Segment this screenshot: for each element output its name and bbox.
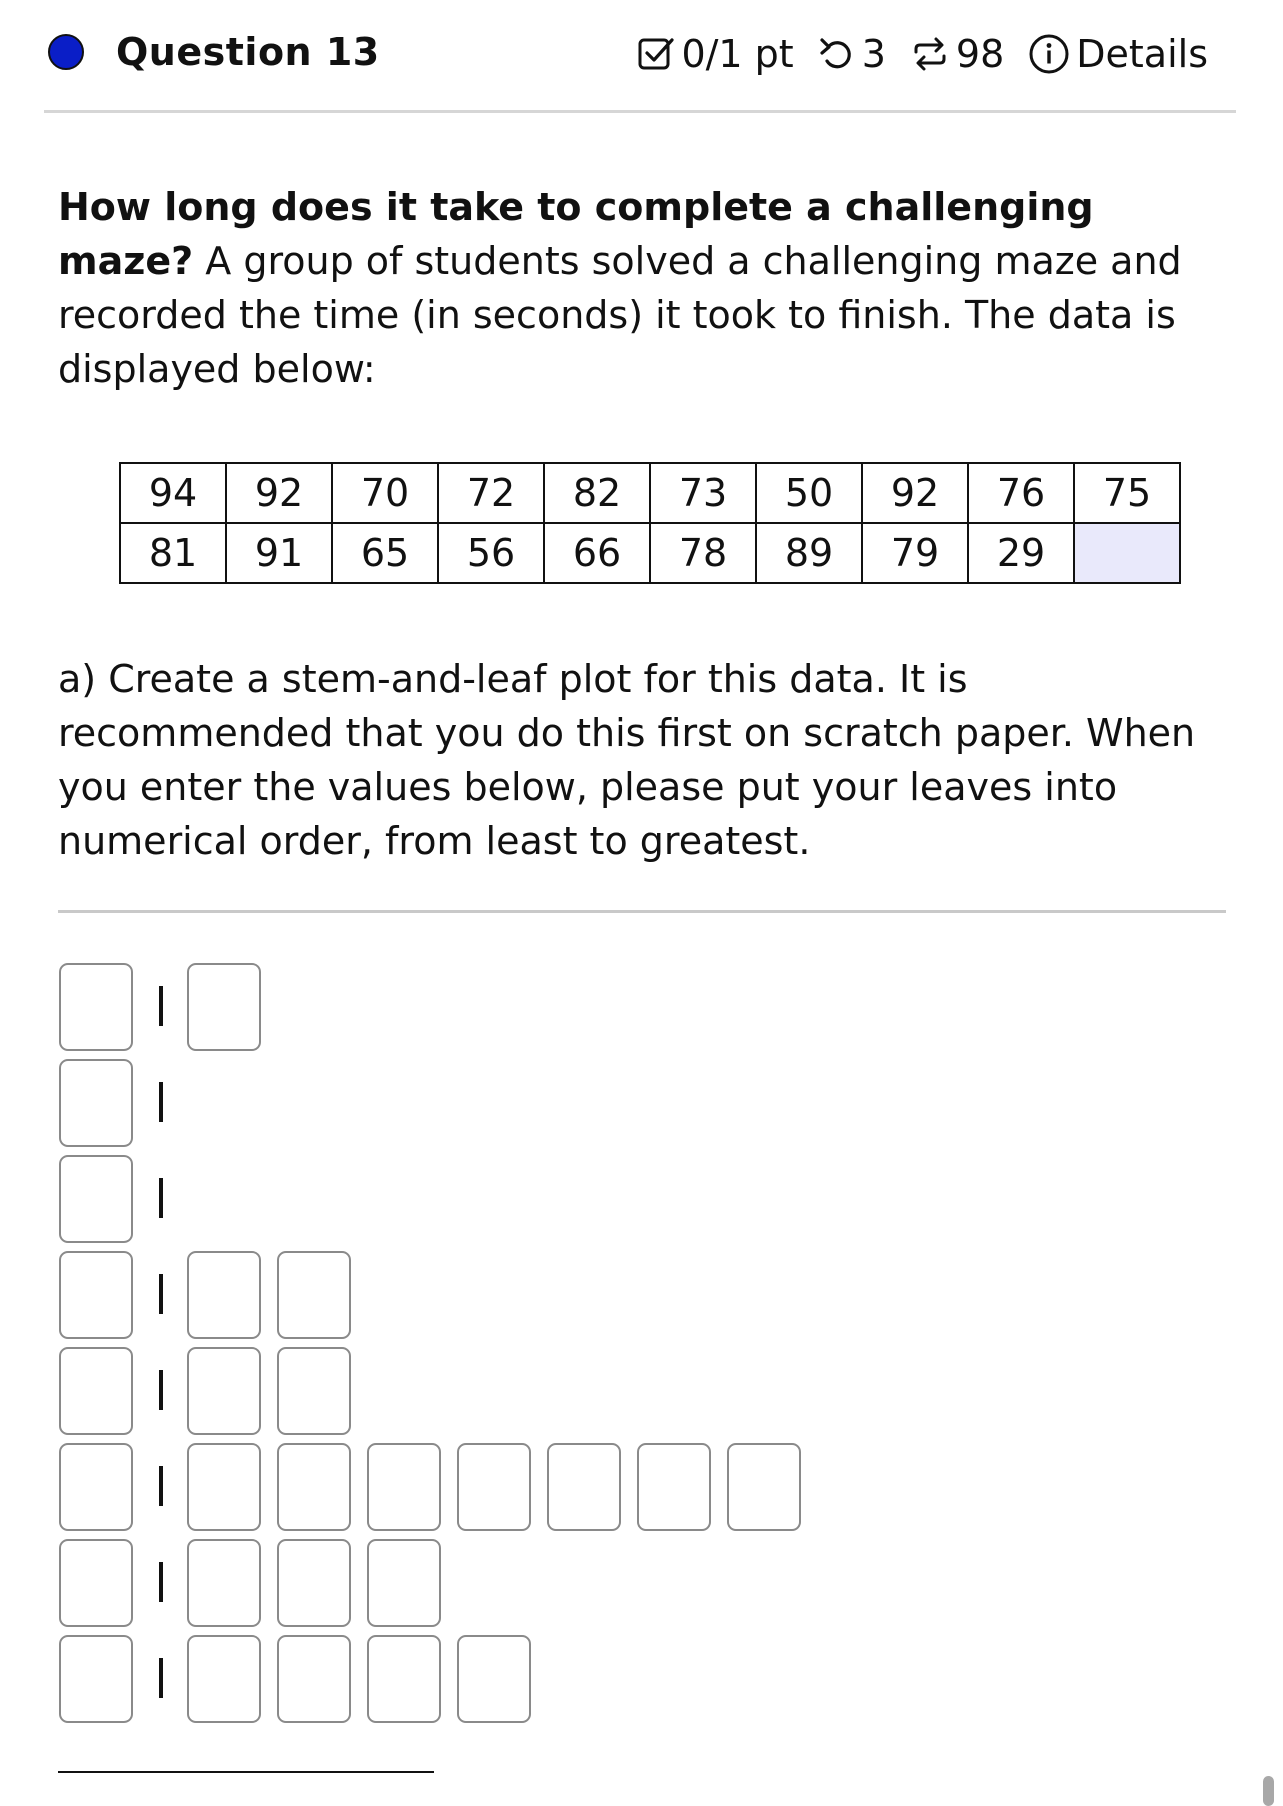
stem-input[interactable] (59, 1059, 133, 1147)
table-cell: 81 (120, 523, 226, 583)
leaf-input[interactable] (187, 1539, 261, 1627)
stem-input[interactable] (59, 1155, 133, 1243)
table-cell: 73 (650, 463, 756, 523)
table-cell: 92 (862, 463, 968, 523)
leaf-input[interactable] (187, 1635, 261, 1723)
table-cell: 72 (438, 463, 544, 523)
bottom-rule (58, 1771, 434, 1773)
table-cell: 82 (544, 463, 650, 523)
table-cell: 92 (226, 463, 332, 523)
data-table (119, 462, 1181, 584)
leaf-input[interactable] (187, 1443, 261, 1531)
stem-input[interactable] (59, 1443, 133, 1531)
stem-leaf-separator (159, 1178, 163, 1218)
question-title: Question 13 (116, 30, 380, 74)
stem-leaf-separator (159, 1562, 163, 1602)
leaf-input[interactable] (727, 1443, 801, 1531)
table-cell: 75 (1074, 463, 1180, 523)
leaf-input[interactable] (187, 963, 261, 1051)
stem-input[interactable] (59, 1635, 133, 1723)
section-divider (58, 910, 1226, 913)
question-header (44, 20, 1236, 113)
leaf-input[interactable] (367, 1443, 441, 1531)
leaf-input[interactable] (367, 1635, 441, 1723)
leaf-input[interactable] (367, 1539, 441, 1627)
stem-leaf-separator (159, 1658, 163, 1698)
stem-leaf-separator (159, 1466, 163, 1506)
leaf-input[interactable] (457, 1635, 531, 1723)
leaf-input[interactable] (277, 1251, 351, 1339)
attempts-indicator (910, 32, 1004, 76)
table-cell: 76 (968, 463, 1074, 523)
prompt-question: How long does it take to complete a challenging maze? (58, 185, 1094, 283)
table-cell: 65 (332, 523, 438, 583)
score-text: 0/1 pt (681, 32, 794, 76)
part-a-instructions: a) Create a stem-and-leaf plot for this data. It is recommended that you do this first on scratch paper. When you enter the values below, please put your leaves into numerical order, from least to greatest. (58, 657, 1196, 863)
stem-leaf-separator (159, 1082, 163, 1122)
attempts-count: 98 (955, 32, 1005, 76)
leaf-input[interactable] (277, 1443, 351, 1531)
table-row (120, 523, 1180, 583)
table-cell: 66 (544, 523, 650, 583)
leaf-input[interactable] (277, 1635, 351, 1723)
table-cell: 79 (862, 523, 968, 583)
table-row (120, 463, 1180, 523)
leaf-input[interactable] (277, 1347, 351, 1435)
details-link[interactable] (1028, 32, 1208, 76)
prompt-body: A group of students solved a challenging maze and recorded the time (in seconds) it took to finish. The data is displayed below: (58, 239, 1182, 391)
retries-count: 3 (861, 32, 886, 76)
info-icon (1028, 33, 1070, 75)
stem-leaf-separator (159, 1274, 163, 1314)
stem-input[interactable] (59, 963, 133, 1051)
leaf-input[interactable] (187, 1251, 261, 1339)
stem-leaf-separator (159, 1370, 163, 1410)
table-cell: 50 (756, 463, 862, 523)
table-cell: 70 (332, 463, 438, 523)
scrollbar-thumb[interactable] (1263, 1776, 1274, 1806)
stem-input[interactable] (59, 1539, 133, 1627)
score-indicator (637, 32, 793, 76)
leaf-input[interactable] (187, 1347, 261, 1435)
question-prompt (58, 180, 1208, 396)
checkbox-check-icon (637, 35, 675, 73)
table-cell: 78 (650, 523, 756, 583)
table-cell: 91 (226, 523, 332, 583)
leaf-input[interactable] (637, 1443, 711, 1531)
stem-input[interactable] (59, 1251, 133, 1339)
undo-icon (818, 35, 856, 73)
table-cell: 89 (756, 523, 862, 583)
stem-input[interactable] (59, 1347, 133, 1435)
question-meta (637, 32, 1208, 76)
leaf-input[interactable] (547, 1443, 621, 1531)
table-cell: 56 (438, 523, 544, 583)
details-label[interactable]: Details (1076, 32, 1208, 76)
question-status-dot (48, 34, 84, 70)
retries-indicator (818, 32, 886, 76)
leaf-input[interactable] (457, 1443, 531, 1531)
leaf-input[interactable] (277, 1539, 351, 1627)
table-cell-empty (1074, 523, 1180, 583)
stem-leaf-separator (159, 986, 163, 1026)
table-cell: 29 (968, 523, 1074, 583)
table-cell: 94 (120, 463, 226, 523)
repeat-icon (910, 35, 950, 73)
